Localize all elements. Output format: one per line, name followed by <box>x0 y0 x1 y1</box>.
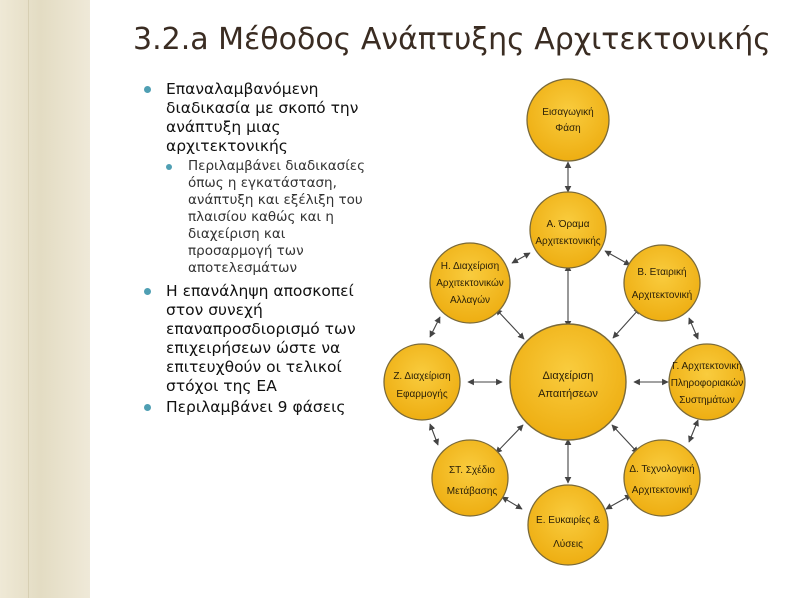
adm-cycle-svg <box>362 75 806 595</box>
node-label: Συστημάτων <box>679 395 735 406</box>
arrow-implementation-change <box>430 317 440 337</box>
node-label: ΣΤ. Σχέδιο <box>449 465 495 476</box>
node-requirements <box>510 324 626 440</box>
sub-bullet-item: Περιλαμβάνει διαδικασίες όπως η εγκατάσταση, ανάπτυξη και εξέλιξη του πλαισίου καθώς και η διαχείριση και προσαρμογή των αποτελεσμάτων <box>140 158 372 277</box>
node-label: Η. Διαχείριση <box>440 261 500 272</box>
bullet-item: Η επανάληψη αποσκοπεί στον συνεχή επαναπροσδιορισμό των επιχειρήσεων ώστε να επιτευχθούν οι τελικοί στόχοι της ΕΑ <box>140 282 372 396</box>
node-label: Λύσεις <box>553 539 583 550</box>
slide-title: 3.2.a Μέθοδος Ανάπτυξης Αρχιτεκτονικής <box>133 22 771 57</box>
node-info-systems <box>669 344 745 420</box>
arrow-business-info <box>689 318 698 339</box>
node-migration <box>432 440 508 516</box>
arrow-change-requirements <box>496 309 524 339</box>
arrow-info-technology <box>689 420 698 442</box>
node-technology <box>624 440 700 516</box>
arrow-migration-requirements <box>496 425 523 453</box>
faint-subtitle <box>372 60 374 66</box>
node-label: Β. Εταιρική <box>637 267 687 278</box>
node-label: Φάση <box>555 123 581 134</box>
node-label: Αρχιτεκτονικής <box>535 236 601 247</box>
node-label: Α. Όραμα <box>546 219 590 230</box>
node-label: Αρχιτεκτονική <box>631 485 693 496</box>
node-implementation <box>384 344 460 420</box>
node-opportunities <box>528 485 608 565</box>
adm-cycle-diagram <box>362 75 806 595</box>
node-label: Ε. Ευκαιρίες & <box>536 515 600 526</box>
node-label: Πληροφοριακών <box>670 378 744 389</box>
node-label: Εφαρμογής <box>396 389 448 400</box>
arrow-technology-opportunities <box>606 495 631 509</box>
arrow-opportunities-migration <box>502 497 522 509</box>
node-label: Γ. Αρχιτεκτονική <box>672 361 742 372</box>
node-label: Δ. Τεχνολογική <box>629 464 695 475</box>
arrow-technology-requirements <box>612 425 638 453</box>
node-label: Μετάβασης <box>446 486 498 497</box>
node-label: Αρχιτεκτονική <box>631 290 693 301</box>
node-label: Απαιτήσεων <box>538 388 598 400</box>
decorative-side-panel <box>0 0 90 598</box>
arrow-vision-business <box>605 251 630 265</box>
node-preliminary <box>527 79 609 161</box>
node-label: Αρχιτεκτονικών <box>436 278 504 289</box>
node-business <box>624 245 700 321</box>
arrow-business-requirements <box>613 308 640 338</box>
node-label: Αλλαγών <box>449 295 491 306</box>
node-label: Εισαγωγική <box>542 107 594 118</box>
node-vision <box>530 192 606 268</box>
node-change <box>430 243 510 323</box>
decorative-side-line <box>28 0 29 598</box>
arrow-migration-implementation <box>430 424 438 445</box>
node-label: Ζ. Διαχείριση <box>393 371 451 382</box>
node-label: Διαχείριση <box>542 370 594 382</box>
bullet-item: Περιλαμβάνει 9 φάσεις <box>140 398 372 417</box>
bullet-item: Επαναλαμβανόμενη διαδικασία με σκοπό την ανάπτυξη μιας αρχιτεκτονικής <box>140 80 372 156</box>
bullet-list <box>140 80 372 419</box>
arrow-change-vision <box>512 253 530 263</box>
